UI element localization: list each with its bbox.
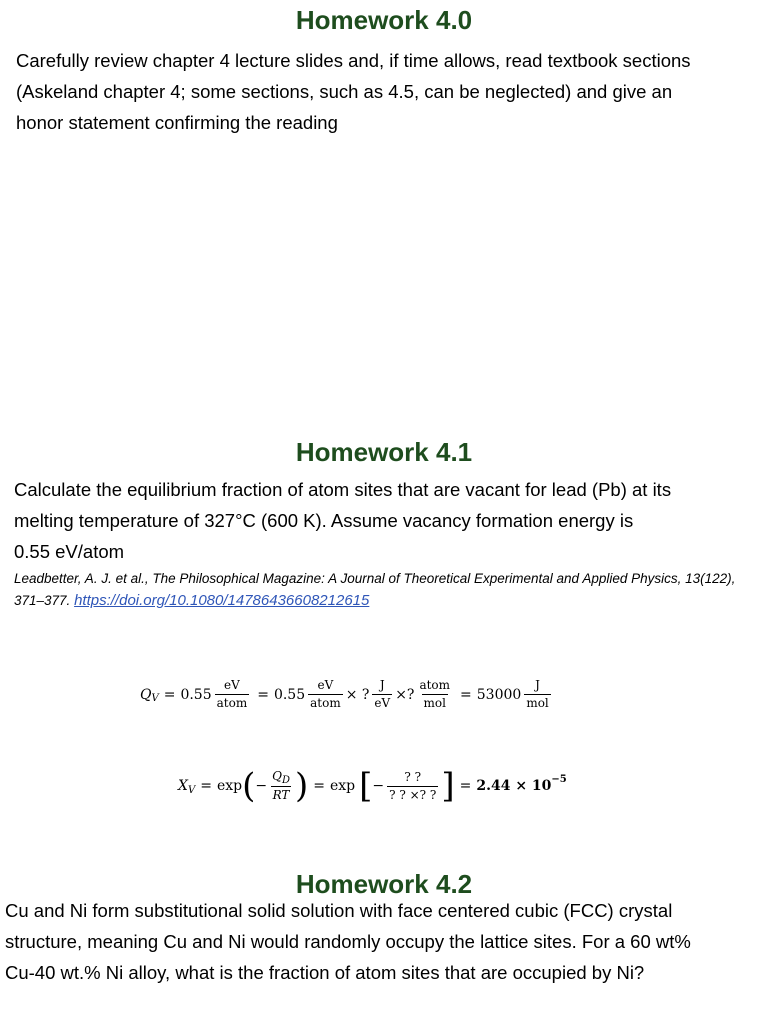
- eq2-minus-1: −: [255, 778, 268, 794]
- eq2-lhs-sub: V: [187, 784, 196, 796]
- eq1-equals-1: =: [163, 686, 176, 703]
- hw40-line-2: (Askeland chapter 4; some sections, such as 4.5, can be neglected) and give an: [16, 81, 673, 102]
- equation-xv: [178, 768, 567, 804]
- hw40-text: [16, 45, 691, 138]
- eq1-value-1: 0.55: [180, 686, 212, 703]
- eq2-equals-3: =: [459, 778, 472, 794]
- eq1-equals-2: =: [257, 686, 269, 703]
- eq1-frac-ev-atom-2: $\frac{eV}{\text{atom}}$: [310, 678, 341, 710]
- eq1-frac-j-mol: $\frac{J}{\text{mol}}$: [526, 678, 549, 710]
- doi-link[interactable]: https://doi.org/10.1080/14786436608212615: [74, 592, 370, 609]
- hw41-text: [14, 474, 671, 567]
- eq2-result-exponent: −5: [551, 773, 567, 785]
- hw42-text: [5, 895, 691, 988]
- hw42-line-2: structure, meaning Cu and Ni would randomly occupy the lattice sites. For a 60 wt%: [5, 931, 691, 952]
- eq1-times-q2: ×?: [395, 686, 415, 703]
- eq2-minus-2: −: [372, 778, 385, 794]
- eq1-frac-j-ev: $\frac{J}{eV}$: [374, 678, 391, 710]
- hw42-title: Homework 4.2: [295, 869, 473, 899]
- eq2-left-bracket: [: [359, 766, 373, 806]
- eq2-lhs: X: [178, 778, 188, 794]
- hw41-line-1: Calculate the equilibrium fraction of atom sites that are vacant for lead (Pb) at its: [14, 479, 672, 500]
- eq2-right-paren: ): [294, 766, 309, 806]
- eq2-exp-1: exp: [216, 778, 243, 794]
- eq2-exp-2: exp: [329, 778, 356, 794]
- eq2-frac-qd-rt: $\frac{Q_D}{RT}$: [272, 769, 290, 802]
- eq1-frac-ev-atom-1: $\frac{eV}{\text{atom}}$: [216, 678, 248, 710]
- hw41-line-3: 0.55 eV/atom: [14, 541, 125, 562]
- hw42-line-1: Cu and Ni form substitutional solid solution with face centered cubic (FCC) crystal: [5, 900, 673, 921]
- hw41-line-2: melting temperature of 327°C (600 K). Assume vacancy formation energy is: [14, 510, 634, 531]
- reference-citation: Leadbetter, A. J. et al., The Philosophical Magazine: A Journal of Theoretical Experimental and Applied Physics, 13(122), 371–377.: [14, 571, 736, 608]
- eq2-equals-1: =: [200, 778, 212, 794]
- eq1-value-2: 0.55: [273, 686, 306, 703]
- hw41-reference: [14, 568, 754, 612]
- hw41-title: Homework 4.1: [295, 437, 473, 467]
- eq1-lhs-sub: V: [151, 693, 159, 704]
- eq2-result: 2.44 × 10: [476, 778, 552, 794]
- eq2-left-paren: (: [242, 766, 256, 806]
- hw40-title: Homework 4.0: [295, 5, 473, 35]
- hw40-line-1: Carefully review chapter 4 lecture slides and, if time allows, read textbook sections: [16, 50, 691, 71]
- eq2-frac-unknown: $\frac{? ?}{? ? \times? ?}$: [389, 769, 437, 802]
- eq1-times-q1: × ?: [345, 686, 370, 703]
- eq2-equals-2: =: [313, 778, 325, 794]
- eq2-right-bracket: ]: [441, 766, 455, 806]
- eq1-result: 53000: [476, 686, 522, 703]
- eq1-frac-atom-mol: $\frac{\text{atom}}{\text{mol}}$: [419, 678, 451, 710]
- equation-qv: [140, 677, 554, 712]
- eq1-lhs: Q: [140, 686, 152, 703]
- hw42-line-3: Cu-40 wt.% Ni alloy, what is the fraction of atom sites that are occupied by Ni?: [5, 962, 645, 983]
- eq1-equals-3: =: [460, 686, 472, 703]
- hw40-line-3: honor statement confirming the reading: [16, 112, 338, 133]
